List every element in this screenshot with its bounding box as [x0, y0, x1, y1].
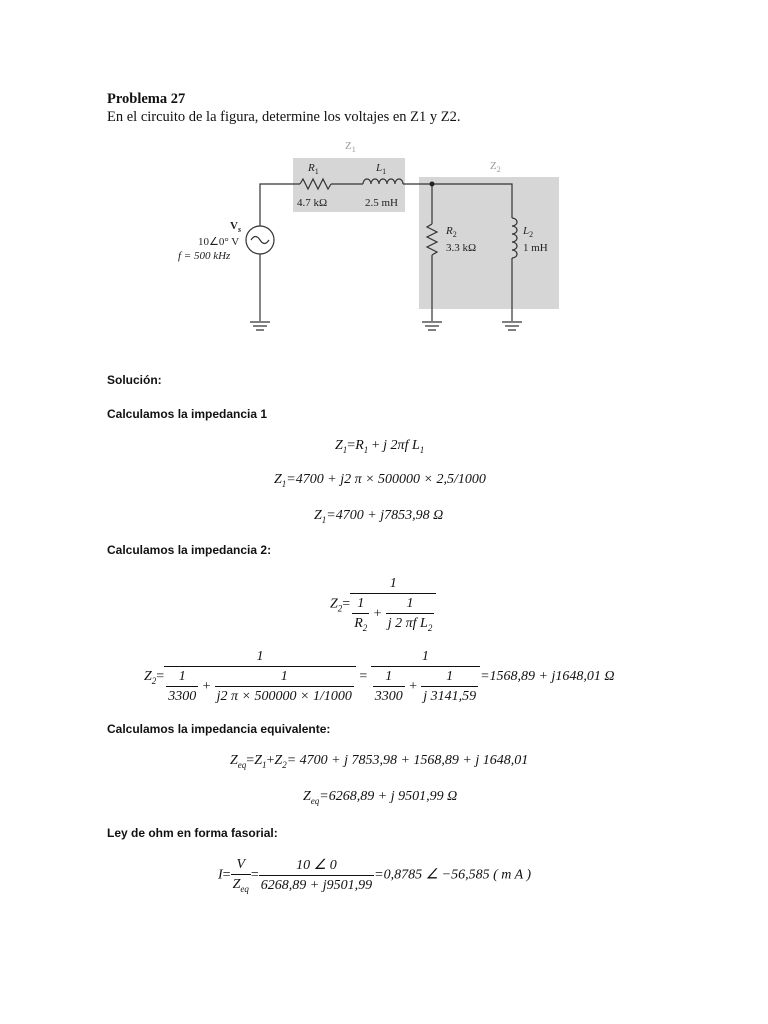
- ground-symbol: [422, 322, 442, 330]
- equation-z2-calculation: $Z_2=$ 1 $\frac{1}{3300}$ + $\frac{1}{j2 \pi \times 500000 \times 1/1000}$ = 1 $\frac{1}{3300}$ + $\frac{1}{j 3141,59}$ =1568,89 + j1648,01 Ω: [144, 649, 615, 704]
- equation-current: I= $\frac{V}{Z_{eq}}$ = $\frac{10 \angle 0}{6268,89 + j9501,99}$ =0,8785 ∠ −56,585 ( m A ): [218, 857, 532, 894]
- equation-zeq-sum: $Z_{eq}=Z_1+Z_2= 4700 + j$ 7853,98 + 1568,89 + j 1648,01: [230, 753, 529, 770]
- circuit-diagram: [170, 134, 570, 344]
- ground-symbol: [502, 322, 522, 330]
- equation-z1-substitution: $Z_1=4700 + j2$ π × 500000 × 2,5/1000: [274, 472, 486, 489]
- ground-symbol: [250, 322, 270, 330]
- equation-z1-formula: $Z_1=R_1 + j$ 2πf $L_1$: [335, 438, 425, 455]
- vs-value: 10∠0° V: [198, 236, 240, 248]
- z1-label: $Z_1$: [345, 140, 356, 154]
- section-ley-de-ohm: Ley de ohm en forma fasorial:: [107, 826, 278, 840]
- l1-value: 2.5 mH: [365, 197, 398, 209]
- equation-z2-formula: $Z_2=$ 1 $\frac{1}{R_2}$ + $\frac{1}{j 2 \pi f L_2}$: [330, 576, 436, 633]
- equation-zeq-result: $Z_{eq}=6268,89 + j$ 9501,99 Ω: [303, 789, 458, 806]
- r2-value: 3.3 kΩ: [446, 242, 477, 254]
- junction-node: [430, 182, 435, 187]
- section-impedancia-equivalente: Calculamos la impedancia equivalente:: [107, 722, 331, 736]
- section-solucion: Solución:: [107, 373, 162, 387]
- equation-z1-result: $Z_1=4700 + j7853,98$ Ω: [314, 508, 444, 525]
- l2-value: 1 mH: [523, 242, 548, 254]
- r1-value: 4.7 kΩ: [297, 197, 328, 209]
- section-impedancia-2: Calculamos la impedancia 2:: [107, 543, 272, 557]
- problem-statement: En el circuito de la figura, determine los voltajes en Z1 y Z2.: [107, 109, 461, 125]
- r1-name: $R_1$: [308, 162, 319, 176]
- l1-name: $L_1$: [376, 162, 387, 176]
- r2-name: $R_2$: [446, 225, 457, 239]
- problem-title: Problema 27: [107, 91, 186, 107]
- section-impedancia-1: Calculamos la impedancia 1: [107, 407, 268, 421]
- z2-label: $Z_2$: [490, 160, 501, 174]
- frequency-label: f = 500 kHz: [178, 250, 231, 262]
- vs-name: $V_s$: [230, 220, 242, 234]
- l2-name: $L_2$: [523, 225, 534, 239]
